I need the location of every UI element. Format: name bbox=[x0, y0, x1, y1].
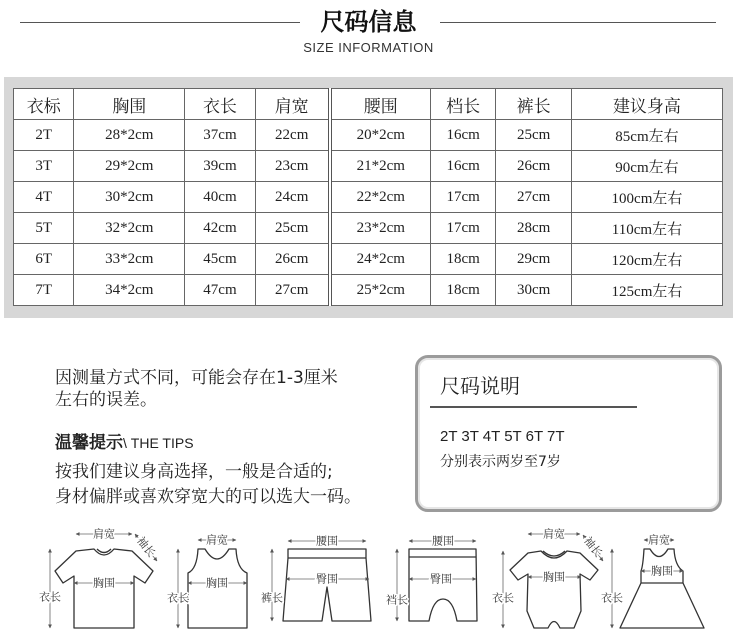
cell-pants-length: 26cm bbox=[496, 151, 572, 182]
tips-title: 温馨提示 bbox=[55, 433, 123, 453]
table-header-row bbox=[14, 89, 723, 120]
cell-pants-length: 27cm bbox=[496, 182, 572, 213]
t-shirt-sleeve-label: 袖长 bbox=[134, 534, 158, 560]
bodysuit-bottom-icon bbox=[386, 535, 477, 622]
cell-crotch-length: 16cm bbox=[430, 120, 495, 151]
romper-sleeve-label: 袖长 bbox=[581, 534, 605, 560]
size-explanation-description: 分别表示两岁至7岁 bbox=[440, 454, 561, 470]
cell-pants-length: 29cm bbox=[496, 244, 572, 275]
size-explanation-title: 尺码说明 bbox=[440, 374, 520, 398]
cell-pants-length: 28cm bbox=[496, 213, 572, 244]
col-header-shoulder: 肩宽 bbox=[255, 89, 330, 120]
cell-size-label: 7T bbox=[14, 275, 74, 306]
tank-top-chest-label: 胸围 bbox=[206, 576, 228, 590]
cell-size-label: 2T bbox=[14, 120, 74, 151]
cell-pants-length: 25cm bbox=[496, 120, 572, 151]
cell-chest: 29*2cm bbox=[74, 151, 185, 182]
cell-top-length: 42cm bbox=[185, 213, 255, 244]
cell-waist: 23*2cm bbox=[330, 213, 431, 244]
bodysuit-bottom-waist-label: 腰围 bbox=[432, 534, 454, 548]
table-row bbox=[14, 275, 723, 306]
cell-crotch-length: 17cm bbox=[430, 182, 495, 213]
tank-top-shoulder-label: 肩宽 bbox=[206, 533, 228, 547]
dress-shoulder-label: 肩宽 bbox=[648, 533, 670, 547]
col-header-recommended-height: 建议身高 bbox=[571, 89, 722, 120]
col-header-top-length: 衣长 bbox=[185, 89, 255, 120]
size-explanation-box bbox=[415, 355, 722, 512]
cell-top-length: 47cm bbox=[185, 275, 255, 306]
cell-chest: 32*2cm bbox=[74, 213, 185, 244]
cell-waist: 20*2cm bbox=[330, 120, 431, 151]
romper-length-label: 衣长 bbox=[492, 591, 514, 605]
tips-subtitle: \ THE TIPS bbox=[123, 435, 194, 451]
tip-line2: 身材偏胖或喜欢穿宽大的可以选大一码。 bbox=[55, 487, 361, 507]
cell-top-length: 40cm bbox=[185, 182, 255, 213]
dress-outline bbox=[620, 549, 704, 628]
cell-crotch-length: 17cm bbox=[430, 213, 495, 244]
cell-recommended-height: 90cm左右 bbox=[571, 151, 722, 182]
cell-waist: 21*2cm bbox=[330, 151, 431, 182]
cell-recommended-height: 125cm左右 bbox=[571, 275, 722, 306]
t-shirt-chest-label: 胸围 bbox=[93, 576, 115, 590]
size-explanation-sizes: 2T 3T 4T 5T 6T 7T bbox=[440, 428, 565, 445]
size-explanation-divider bbox=[430, 406, 637, 408]
romper-icon bbox=[492, 527, 606, 629]
table-row bbox=[14, 182, 723, 213]
bodysuit-bottom-crotch-label: 裆长 bbox=[386, 593, 408, 607]
cell-size-label: 6T bbox=[14, 244, 74, 275]
size-table-panel bbox=[4, 77, 733, 318]
tank-top-icon bbox=[167, 533, 247, 629]
page-subtitle: SIZE INFORMATION bbox=[303, 40, 434, 55]
bodysuit-bottom-hip-label: 臀围 bbox=[430, 572, 452, 586]
measurement-note-line1: 因测量方式不同，可能会存在1-3厘米 bbox=[55, 368, 338, 388]
page-title: 尺码信息 bbox=[320, 8, 417, 36]
cell-recommended-height: 85cm左右 bbox=[571, 120, 722, 151]
romper-chest-label: 胸围 bbox=[543, 570, 565, 584]
shorts-icon bbox=[261, 535, 371, 622]
cell-top-length: 37cm bbox=[185, 120, 255, 151]
col-header-pants-length: 裤长 bbox=[496, 89, 572, 120]
cell-crotch-length: 16cm bbox=[430, 151, 495, 182]
tank-top-length-label: 衣长 bbox=[167, 591, 189, 605]
shorts-hip-label: 臀围 bbox=[316, 572, 338, 586]
cell-recommended-height: 110cm左右 bbox=[571, 213, 722, 244]
measurement-diagrams bbox=[0, 515, 737, 640]
shorts-length-label: 裤长 bbox=[261, 591, 283, 605]
cell-recommended-height: 100cm左右 bbox=[571, 182, 722, 213]
cell-shoulder: 22cm bbox=[255, 120, 330, 151]
cell-shoulder: 24cm bbox=[255, 182, 330, 213]
cell-chest: 30*2cm bbox=[74, 182, 185, 213]
t-shirt-icon bbox=[39, 527, 159, 629]
cell-size-label: 3T bbox=[14, 151, 74, 182]
romper-outline bbox=[510, 551, 598, 628]
measurement-note-line2: 左右的误差。 bbox=[55, 390, 157, 410]
cell-waist: 24*2cm bbox=[330, 244, 431, 275]
t-shirt-shoulder-label: 肩宽 bbox=[93, 527, 115, 541]
cell-waist: 22*2cm bbox=[330, 182, 431, 213]
table-row bbox=[14, 120, 723, 151]
dress-length-label: 衣长 bbox=[601, 591, 623, 605]
cell-shoulder: 26cm bbox=[255, 244, 330, 275]
dress-icon bbox=[601, 533, 704, 629]
cell-top-length: 39cm bbox=[185, 151, 255, 182]
cell-crotch-length: 18cm bbox=[430, 275, 495, 306]
cell-crotch-length: 18cm bbox=[430, 244, 495, 275]
cell-pants-length: 30cm bbox=[496, 275, 572, 306]
col-header-size-label: 衣标 bbox=[14, 89, 74, 120]
cell-chest: 33*2cm bbox=[74, 244, 185, 275]
cell-waist: 25*2cm bbox=[330, 275, 431, 306]
cell-chest: 34*2cm bbox=[74, 275, 185, 306]
cell-chest: 28*2cm bbox=[74, 120, 185, 151]
col-header-waist: 腰围 bbox=[330, 89, 431, 120]
dress-chest-label: 胸围 bbox=[651, 564, 673, 578]
col-header-crotch-length: 档长 bbox=[430, 89, 495, 120]
tips-heading bbox=[55, 432, 194, 454]
cell-size-label: 5T bbox=[14, 213, 74, 244]
table-row bbox=[14, 213, 723, 244]
t-shirt-length-label: 衣长 bbox=[39, 590, 61, 604]
romper-shoulder-label: 肩宽 bbox=[543, 527, 565, 541]
shorts-waist-label: 腰围 bbox=[316, 534, 338, 548]
tip-line1: 按我们建议身高选择，一般是合适的; bbox=[55, 462, 333, 482]
cell-size-label: 4T bbox=[14, 182, 74, 213]
cell-recommended-height: 120cm左右 bbox=[571, 244, 722, 275]
cell-shoulder: 27cm bbox=[255, 275, 330, 306]
cell-top-length: 45cm bbox=[185, 244, 255, 275]
table-row bbox=[14, 151, 723, 182]
table-row bbox=[14, 244, 723, 275]
col-header-chest: 胸围 bbox=[74, 89, 185, 120]
t-shirt-collar bbox=[97, 549, 111, 553]
cell-shoulder: 23cm bbox=[255, 151, 330, 182]
cell-shoulder: 25cm bbox=[255, 213, 330, 244]
size-table bbox=[13, 88, 723, 306]
